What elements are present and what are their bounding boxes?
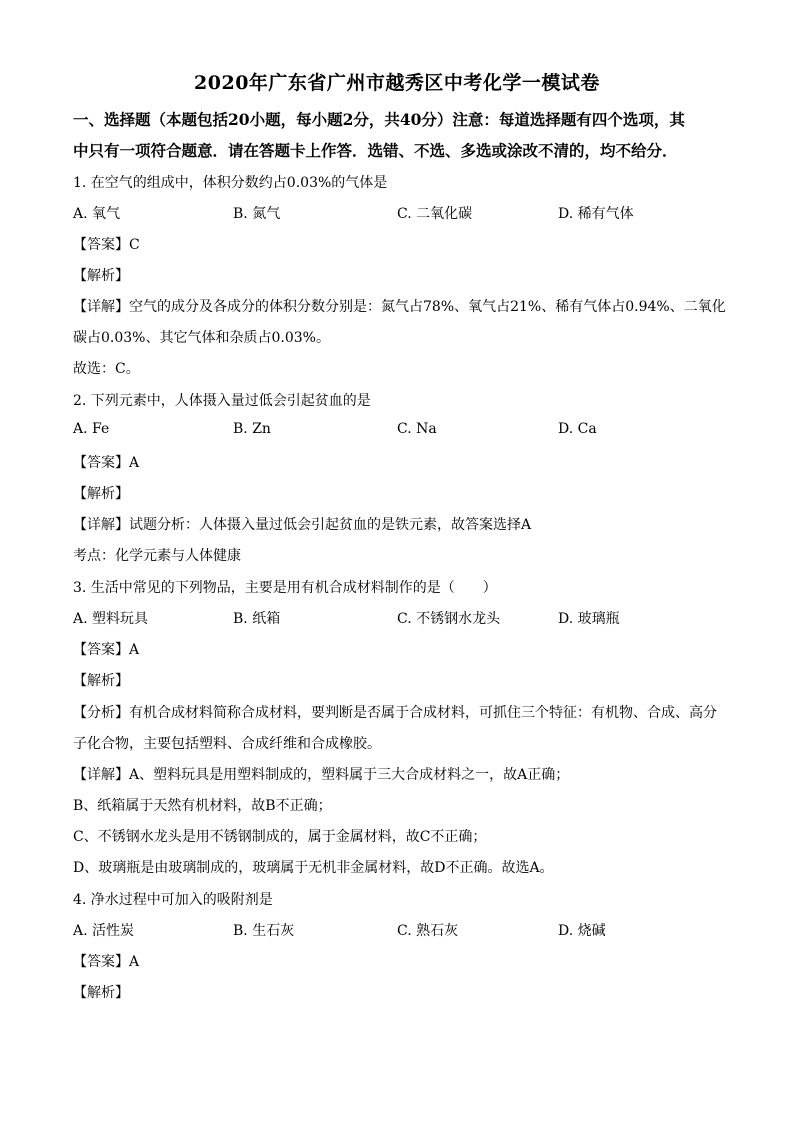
question-2-option-b: B. Zn <box>233 421 271 437</box>
section-instructions-line-1: 一、选择题（本题包括20小题，每小题2分，共40分）注意：每道选择题有四个选项，其 <box>73 110 685 129</box>
question-2-knowledge-point: 考点：化学元素与人体健康 <box>73 548 241 564</box>
question-4-option-c: C. 熟石灰 <box>397 923 459 939</box>
question-3-option-d: D. 玻璃瓶 <box>558 611 620 627</box>
page-title: 2020年广东省广州市越秀区中考化学一模试卷 <box>194 72 600 94</box>
question-1-answer: 【答案】C <box>73 237 140 253</box>
question-3-option-a: A. 塑料玩具 <box>73 611 149 627</box>
question-3-analysis-heading: 【解析】 <box>73 673 129 689</box>
question-3-detail-line: C、不锈钢水龙头是用不锈钢制成的，属于金属材料，故C不正确； <box>73 829 487 845</box>
question-1-stem: 1. 在空气的组成中，体积分数约占0.03%的气体是 <box>73 175 388 191</box>
question-3-option-c: C. 不锈钢水龙头 <box>397 611 501 627</box>
question-2-analysis-heading: 【解析】 <box>73 486 129 502</box>
question-3-detail-line: 【分析】有机合成材料简称合成材料，要判断是否属于合成材料，可抓住三个特征：有机物、合成、高分 <box>73 705 717 721</box>
question-1-option-c: C. 二氧化碳 <box>397 206 473 222</box>
question-2-answer: 【答案】A <box>73 455 140 471</box>
question-3-detail-line: 子化合物，主要包括塑料、合成纤维和合成橡胶。 <box>73 736 381 752</box>
section-instructions-line-2: 中只有一项符合题意．请在答题卡上作答．选错、不选、多选或涂改不清的，均不给分． <box>73 141 678 160</box>
question-4-stem: 4. 净水过程中可加入的吸附剂是 <box>73 892 273 908</box>
question-2-option-a: A. Fe <box>73 421 110 437</box>
question-3-detail-line: D、玻璃瓶是由玻璃制成的，玻璃属于无机非金属材料，故D不正确。故选A。 <box>73 860 554 876</box>
question-1-analysis-heading: 【解析】 <box>73 268 129 284</box>
question-1-detail-line: 【详解】空气的成分及各成分的体积分数分别是：氮气占78%、氧气占21%、稀有气体占0.94%、二氧化 <box>73 299 726 315</box>
question-4-analysis-heading: 【解析】 <box>73 985 129 1001</box>
question-4-option-b: B. 生石灰 <box>233 923 295 939</box>
question-4-option-a: A. 活性炭 <box>73 923 135 939</box>
question-1-detail-line: 碳占0.03%、其它气体和杂质占0.03%。 <box>73 330 330 346</box>
question-4-option-d: D. 烧碱 <box>558 923 606 939</box>
question-2-option-c: C. Na <box>397 421 437 437</box>
question-3-detail-line: B、纸箱属于天然有机材料，故B不正确； <box>73 798 332 814</box>
question-1-option-a: A. 氧气 <box>73 206 121 222</box>
question-1-option-b: B. 氮气 <box>233 206 281 222</box>
question-2-detail-line: 【详解】试题分析：人体摄入量过低会引起贫血的是铁元素，故答案选择A <box>73 517 532 533</box>
question-2-option-d: D. Ca <box>558 421 597 437</box>
question-1-conclusion: 故选：C。 <box>73 361 140 377</box>
question-3-option-b: B. 纸箱 <box>233 611 281 627</box>
question-2-stem: 2. 下列元素中，人体摄入量过低会引起贫血的是 <box>73 393 371 409</box>
question-1-option-d: D. 稀有气体 <box>558 206 634 222</box>
question-3-answer: 【答案】A <box>73 642 140 658</box>
question-3-detail-line: 【详解】A、塑料玩具是用塑料制成的，塑料属于三大合成材料之一，故A正确； <box>73 767 570 783</box>
question-3-stem: 3. 生活中常见的下列物品，主要是用有机合成材料制作的是（ ） <box>73 580 497 596</box>
question-4-answer: 【答案】A <box>73 954 140 970</box>
